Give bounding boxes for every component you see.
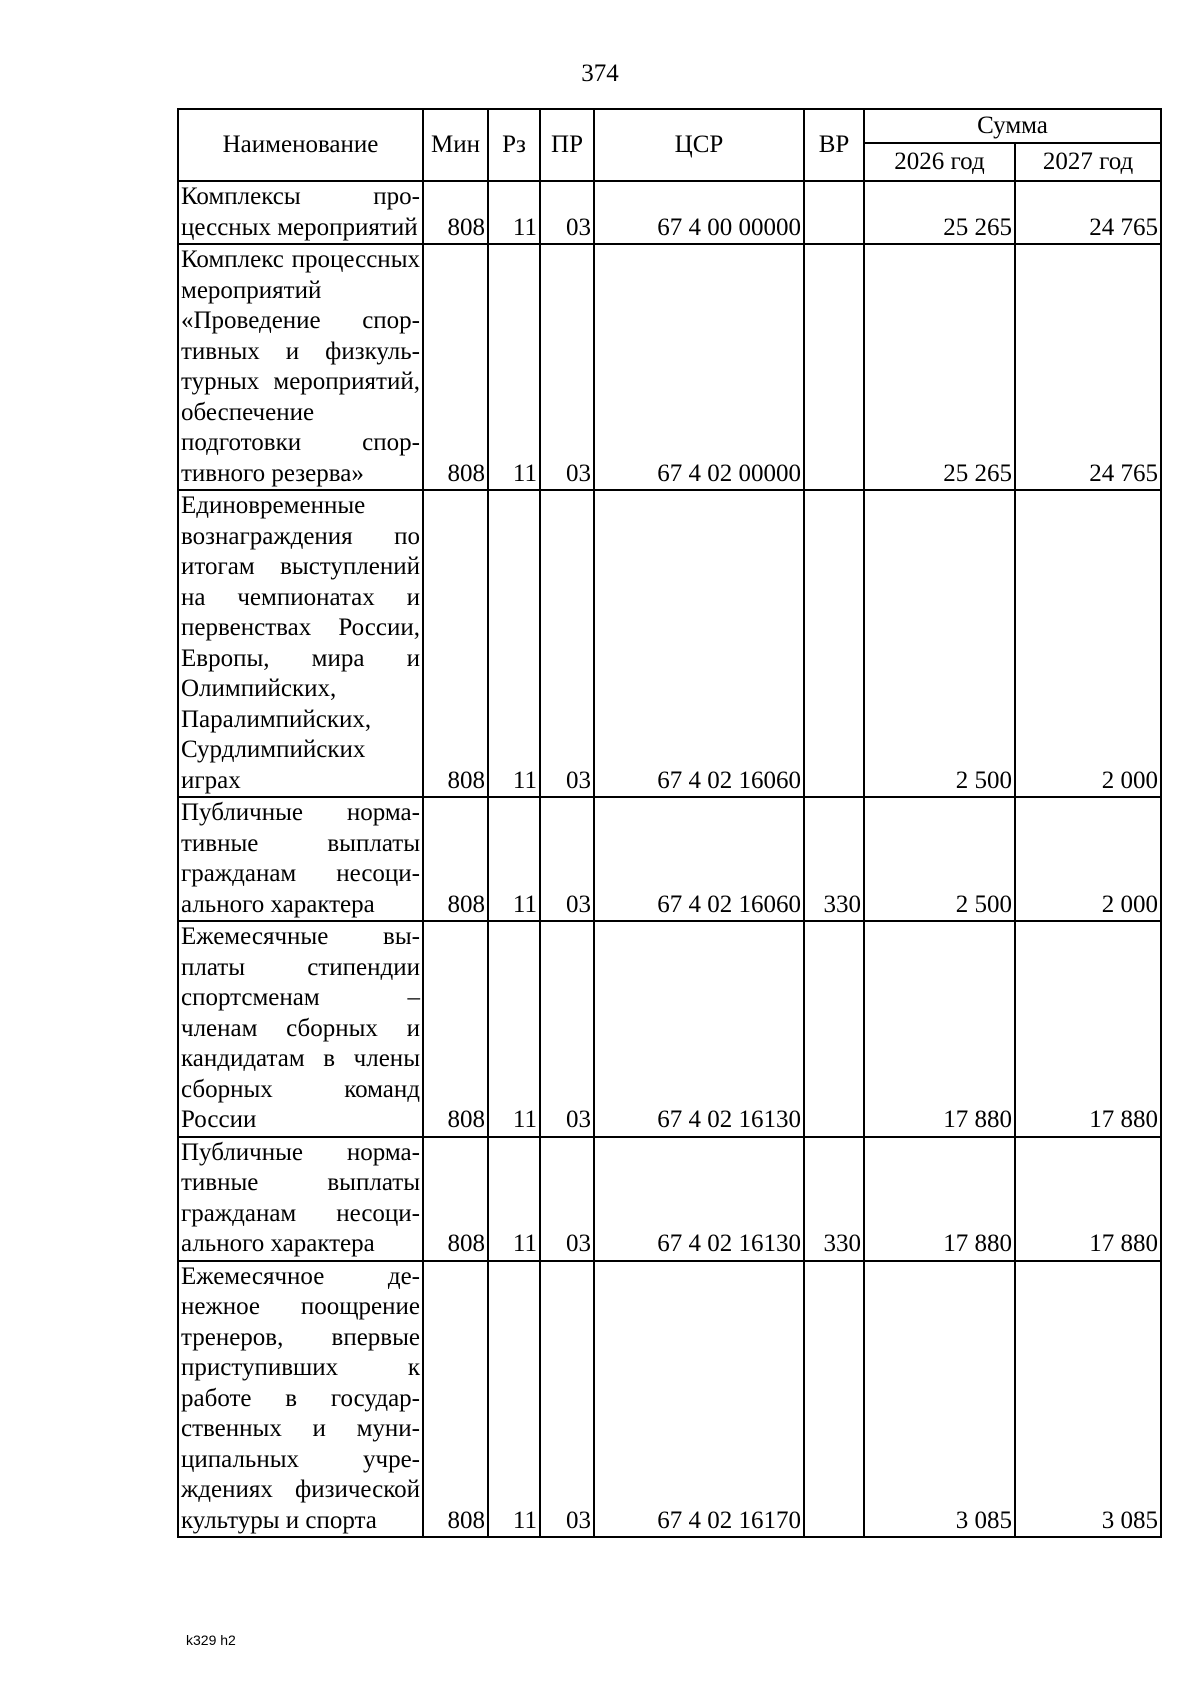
header-year-2026: 2026 год <box>864 143 1015 181</box>
cell-min: 808 <box>423 244 488 490</box>
cell-min: 808 <box>423 490 488 797</box>
table-row <box>178 244 1161 490</box>
cell-amount-2026: 17 880 <box>864 1137 1015 1261</box>
cell-rz: 11 <box>488 181 540 244</box>
budget-table <box>177 108 1162 1538</box>
page-number: 374 <box>581 60 619 87</box>
cell-name: Комплексы процессных мероприятий <box>178 181 423 244</box>
cell-min: 808 <box>423 797 488 921</box>
cell-pr: 03 <box>540 921 594 1137</box>
cell-min: 808 <box>423 1261 488 1538</box>
cell-pr: 03 <box>540 1261 594 1538</box>
cell-pr: 03 <box>540 1137 594 1261</box>
cell-rz: 11 <box>488 244 540 490</box>
cell-name: Публичные нормативные выплаты гражданам несоциального характера <box>178 797 423 921</box>
cell-csr: 67 4 02 16130 <box>594 1137 804 1261</box>
table-row <box>178 797 1161 921</box>
header-rz: Рз <box>488 109 540 181</box>
cell-amount-2027: 17 880 <box>1015 921 1161 1137</box>
header-pr: ПР <box>540 109 594 181</box>
cell-vr <box>804 181 864 244</box>
cell-rz: 11 <box>488 921 540 1137</box>
table-header <box>178 109 1161 181</box>
table-body <box>178 181 1161 1537</box>
cell-amount-2026: 2 500 <box>864 797 1015 921</box>
cell-csr: 67 4 02 00000 <box>594 244 804 490</box>
header-year-2027: 2027 год <box>1015 143 1161 181</box>
table-row <box>178 490 1161 797</box>
cell-amount-2027: 2 000 <box>1015 797 1161 921</box>
cell-amount-2026: 17 880 <box>864 921 1015 1137</box>
cell-vr: 330 <box>804 1137 864 1261</box>
cell-name: Ежемесячные выплаты стипендии спортсменам – членам сборных и кандидатам в члены сборных команд России <box>178 921 423 1137</box>
header-vr: ВР <box>804 109 864 181</box>
cell-vr <box>804 1261 864 1538</box>
cell-csr: 67 4 00 00000 <box>594 181 804 244</box>
cell-min: 808 <box>423 181 488 244</box>
table-row <box>178 921 1161 1137</box>
cell-vr: 330 <box>804 797 864 921</box>
cell-csr: 67 4 02 16060 <box>594 490 804 797</box>
header-csr: ЦСР <box>594 109 804 181</box>
cell-name: Единовременные вознаграждения по итогам выступлений на чемпионатах и первенствах России, Европы, мира и Олимпийских, Паралимпийских, Сурдлимпийских играх <box>178 490 423 797</box>
cell-amount-2026: 3 085 <box>864 1261 1015 1538</box>
cell-min: 808 <box>423 1137 488 1261</box>
header-name: Наименование <box>178 109 423 181</box>
cell-amount-2027: 17 880 <box>1015 1137 1161 1261</box>
cell-csr: 67 4 02 16130 <box>594 921 804 1137</box>
cell-rz: 11 <box>488 1137 540 1261</box>
table-row <box>178 1137 1161 1261</box>
cell-csr: 67 4 02 16170 <box>594 1261 804 1538</box>
cell-amount-2027: 24 765 <box>1015 181 1161 244</box>
cell-rz: 11 <box>488 1261 540 1538</box>
cell-pr: 03 <box>540 244 594 490</box>
footer-code: k329 h2 <box>186 1632 236 1648</box>
cell-name: Ежемесячное денежное поощрение тренеров, впервые приступивших к работе в государственных и муниципальных учреждениях физической культуры и спорта <box>178 1261 423 1538</box>
cell-amount-2026: 25 265 <box>864 244 1015 490</box>
cell-min: 808 <box>423 921 488 1137</box>
cell-amount-2026: 25 265 <box>864 181 1015 244</box>
table-row <box>178 181 1161 244</box>
cell-name: Публичные нормативные выплаты гражданам несоциального характера <box>178 1137 423 1261</box>
cell-vr <box>804 490 864 797</box>
cell-pr: 03 <box>540 797 594 921</box>
cell-vr <box>804 921 864 1137</box>
header-sum: Сумма <box>864 109 1161 143</box>
table-row <box>178 1261 1161 1538</box>
cell-pr: 03 <box>540 181 594 244</box>
cell-name: Комплекс процессных мероприятий «Проведение спортивных и физкультурных мероприятий, обеспечение подготовки спортивного резерва» <box>178 244 423 490</box>
cell-amount-2026: 2 500 <box>864 490 1015 797</box>
cell-amount-2027: 2 000 <box>1015 490 1161 797</box>
cell-rz: 11 <box>488 490 540 797</box>
cell-pr: 03 <box>540 490 594 797</box>
cell-amount-2027: 3 085 <box>1015 1261 1161 1538</box>
cell-rz: 11 <box>488 797 540 921</box>
cell-amount-2027: 24 765 <box>1015 244 1161 490</box>
header-min: Мин <box>423 109 488 181</box>
cell-vr <box>804 244 864 490</box>
cell-csr: 67 4 02 16060 <box>594 797 804 921</box>
